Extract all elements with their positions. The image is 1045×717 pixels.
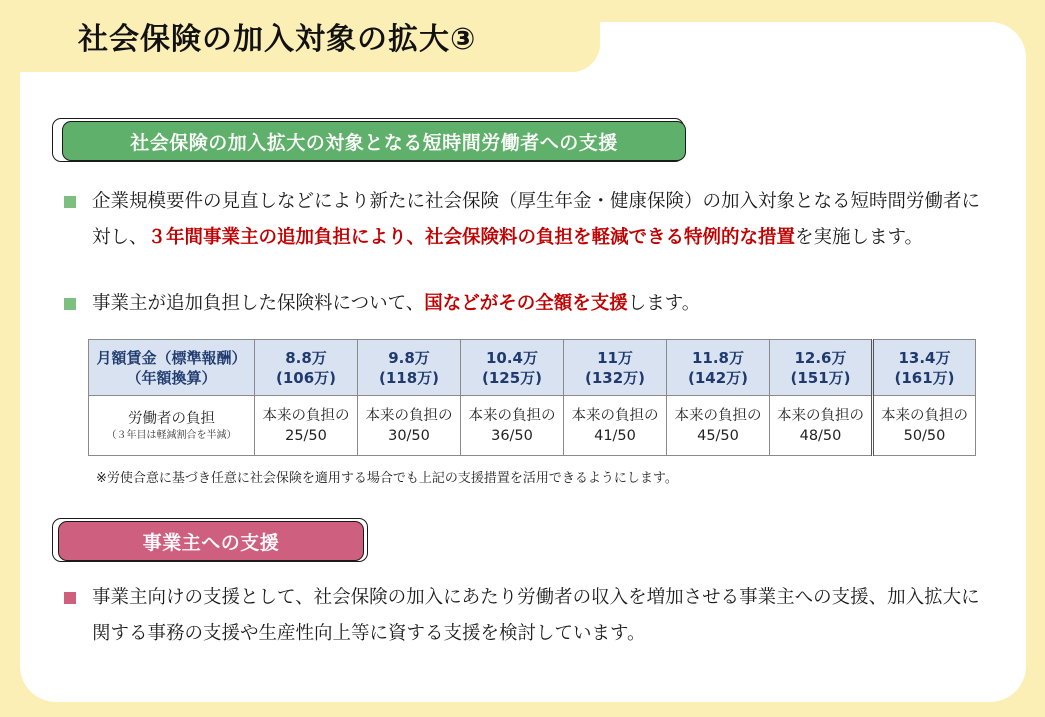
square-bullet-icon <box>64 196 76 208</box>
table-header-row <box>89 340 976 396</box>
header-cell <box>358 340 461 396</box>
burden-prefix: 本来の負担の <box>262 407 350 424</box>
header-label-annual: （年額換算） <box>126 368 217 387</box>
monthly-wage: 9.8万 <box>388 348 430 367</box>
support-table <box>88 339 976 456</box>
header-cell <box>564 340 667 396</box>
burden-cell <box>461 396 564 456</box>
bullet-text-highlight: 国などがその全額を支援 <box>424 293 628 314</box>
header-cell <box>461 340 564 396</box>
bullet-item <box>64 286 996 322</box>
section-heading-label: 事業主への支援 <box>58 521 364 561</box>
monthly-wage: 8.8万 <box>285 348 327 367</box>
row-label-cell <box>89 396 255 456</box>
annual-wage: (132万) <box>584 368 646 387</box>
header-label-monthly: 月額賃金（標準報酬） <box>96 348 247 367</box>
section-heading-employer-support <box>52 518 372 563</box>
burden-prefix: 本来の負担の <box>777 407 864 424</box>
burden-cell <box>873 396 976 456</box>
annual-wage: (151万) <box>790 368 851 387</box>
burden-prefix: 本来の負担の <box>674 407 762 424</box>
burden-ratio: 50/50 <box>903 427 946 444</box>
burden-cell <box>358 396 461 456</box>
monthly-wage: 11.8万 <box>691 348 744 367</box>
header-cell <box>255 340 358 396</box>
header-cell <box>667 340 770 396</box>
burden-cell <box>770 396 873 456</box>
header-label-cell <box>89 340 255 396</box>
burden-prefix: 本来の負担の <box>468 407 556 424</box>
burden-prefix: 本来の負担の <box>365 407 453 424</box>
row-label-note: （３年目は軽減割合を半減） <box>106 429 237 441</box>
annual-wage: (125万) <box>481 368 543 387</box>
bullet-text <box>64 286 996 322</box>
burden-ratio: 30/50 <box>388 427 430 444</box>
monthly-wage: 11万 <box>597 348 633 367</box>
monthly-wage: 13.4万 <box>898 348 951 367</box>
bullet-text <box>64 184 996 256</box>
bullet-text-plain: 事業主が追加負担した保険料について、 <box>92 293 425 314</box>
burden-ratio: 36/50 <box>491 427 533 444</box>
bullet-item <box>64 184 996 256</box>
header-cell <box>770 340 873 396</box>
page-title: 社会保険の加入対象の拡大③ <box>78 22 477 57</box>
burden-prefix: 本来の負担の <box>571 407 659 424</box>
burden-ratio: 25/50 <box>285 427 327 444</box>
bullet-text-plain: します。 <box>627 293 701 314</box>
square-bullet-icon <box>64 592 76 604</box>
burden-ratio: 45/50 <box>697 427 739 444</box>
monthly-wage: 12.6万 <box>794 348 847 367</box>
burden-cell <box>564 396 667 456</box>
header-cell <box>873 340 976 396</box>
section-heading-label: 社会保険の加入拡大の対象となる短時間労働者への支援 <box>62 121 686 161</box>
annual-wage: (142万) <box>687 368 749 387</box>
monthly-wage: 10.4万 <box>485 348 538 367</box>
bullet-text-plain: 企業規模要件の見直しなどにより新たに社会保険（厚生年金・健康保険）の加入対象となる短時間労働者に対し、 <box>92 191 981 248</box>
bullet-text-highlight: ３年間事業主の追加負担により、社会保険料の負担を軽減できる特例的な措置 <box>147 227 796 248</box>
annual-wage: (106万) <box>275 368 337 387</box>
section-heading-worker-support <box>52 118 692 163</box>
bullet-text-plain: を実施します。 <box>795 227 924 248</box>
bullet-item <box>64 580 996 652</box>
burden-cell <box>255 396 358 456</box>
burden-ratio: 41/50 <box>594 427 636 444</box>
burden-cell <box>667 396 770 456</box>
annual-wage: (161万) <box>894 368 955 387</box>
bullet-text: 事業主向けの支援として、社会保険の加入にあたり労働者の収入を増加させる事業主への支援、加入拡大に関する事務の支援や生産性向上等に資する支援を検討しています。 <box>92 587 980 644</box>
row-label: 労働者の負担 <box>128 410 215 427</box>
square-bullet-icon <box>64 298 76 310</box>
table-footnote: ※労使合意に基づき任意に社会保険を適用する場合でも上記の支援措置を活用できるようにします。 <box>96 471 678 486</box>
annual-wage: (118万) <box>378 368 440 387</box>
burden-ratio: 48/50 <box>799 427 842 444</box>
table-row <box>89 396 976 456</box>
burden-prefix: 本来の負担の <box>881 407 968 424</box>
